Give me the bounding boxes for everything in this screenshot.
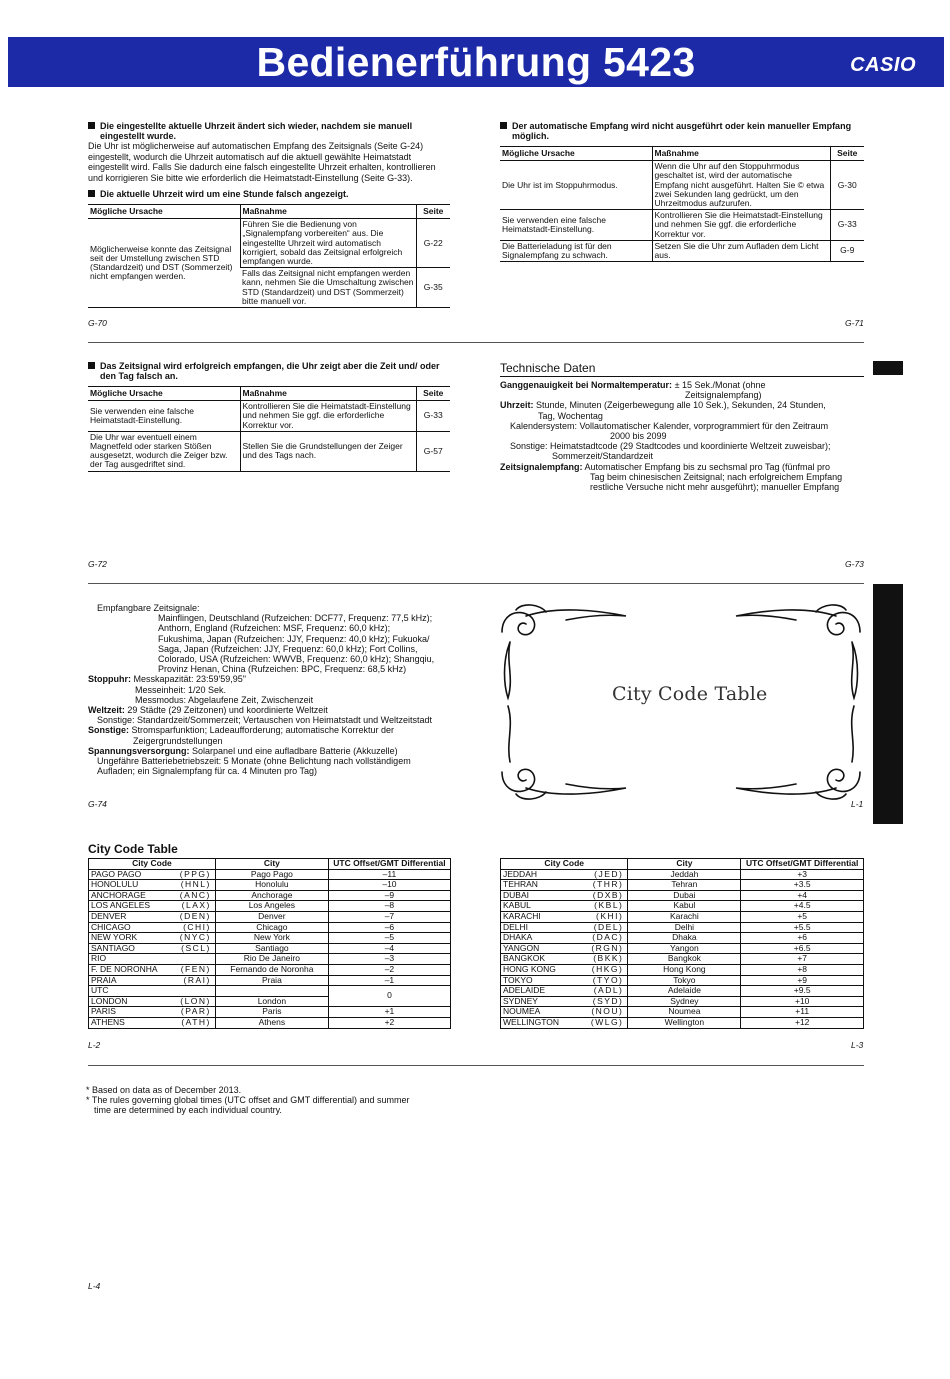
table-row	[501, 943, 864, 954]
city-code-abbr: (THR)	[578, 880, 628, 891]
utc-offset: +4.5	[741, 901, 864, 912]
city-code-abbr: (NOU)	[578, 1007, 628, 1018]
utc-offset: +11	[741, 1007, 864, 1018]
tech-data-title: Technische Daten	[500, 361, 864, 377]
city-code-abbr: (PPG)	[171, 869, 215, 880]
g72-table	[88, 386, 450, 472]
utc-offset: +8	[741, 964, 864, 975]
spec-text: Sonstige: Heimatstadtcode (29 Stadtcodes und koordinierte Weltzeit zuweisbar);	[510, 441, 831, 452]
table-row	[501, 996, 864, 1007]
th-city-code: City Code	[89, 859, 216, 870]
city-name: Anchorage	[215, 890, 328, 901]
spec-label: Weltzeit:	[88, 705, 125, 716]
table-row	[501, 890, 864, 901]
th-action: Maßnahme	[240, 205, 416, 219]
spec-label: Uhrzeit:	[500, 400, 534, 411]
table-row	[88, 401, 450, 432]
city-code-name: PARIS	[89, 1007, 172, 1018]
action: Setzen Sie die Uhr zum Aufladen dem Licht aus.	[652, 240, 830, 261]
g70-heading-1: Die eingestellte aktuelle Uhrzeit ändert sich wieder, nachdem sie manuell eingestellt wurde.	[88, 121, 450, 141]
table-row	[89, 943, 451, 954]
th-action: Maßnahme	[652, 147, 830, 161]
city-code-abbr: (CHI)	[171, 922, 215, 933]
utc-offset: –8	[328, 901, 450, 912]
th-cause: Mögliche Ursache	[88, 387, 240, 401]
page-g73	[500, 361, 864, 492]
table-row	[89, 922, 451, 933]
utc-offset: +9	[741, 975, 864, 986]
section-tab	[873, 584, 903, 824]
city-code-name: NOUMEA	[501, 1007, 578, 1018]
table-row	[501, 986, 864, 997]
city-name: Adelaide	[628, 986, 741, 997]
city-code-name: PRAIA	[89, 975, 172, 986]
city-code-name: JEDDAH	[501, 869, 578, 880]
city-code-name: NEW YORK	[89, 933, 172, 944]
th-page: Seite	[416, 205, 450, 219]
city-code-abbr	[171, 986, 215, 997]
th-cause: Mögliche Ursache	[500, 147, 652, 161]
city-code-abbr: (DEN)	[171, 911, 215, 922]
page-number: G-70	[88, 318, 107, 328]
spec-text: Messmodus: Abgelaufene Zeit, Zwischenzeit	[135, 694, 314, 705]
utc-offset: –5	[328, 933, 450, 944]
city-name: Hong Kong	[628, 964, 741, 975]
table-row	[500, 210, 864, 241]
page-l3	[500, 858, 864, 1029]
utc-offset: –3	[328, 954, 450, 965]
table-row	[89, 1017, 451, 1028]
city-code-title: City Code Table	[88, 842, 178, 856]
city-code-abbr: (SYD)	[578, 996, 628, 1007]
city-code-name: SANTIAGO	[89, 943, 172, 954]
spec-text: Sommerzeit/Standardzeit	[552, 451, 654, 462]
city-code-name: PAGO PAGO	[89, 869, 172, 880]
city-code-abbr: (WLG)	[578, 1017, 628, 1028]
city-code-name: F. DE NORONHA	[89, 964, 172, 975]
city-name: Honolulu	[215, 880, 328, 891]
page-ref: G-33	[416, 401, 450, 432]
city-name: Sydney	[628, 996, 741, 1007]
divider	[88, 1065, 864, 1066]
city-name: New York	[215, 933, 328, 944]
g71-heading: Der automatische Empfang wird nicht ausgeführt oder kein manueller Empfang möglich.	[500, 121, 864, 141]
utc-offset: –10	[328, 880, 450, 891]
city-name: Santiago	[215, 943, 328, 954]
cause: Die Batterieladung ist für den Signalempfang zu schwach.	[500, 240, 652, 261]
city-code-table-right	[500, 858, 864, 1029]
city-code-abbr: (HNL)	[171, 880, 215, 891]
city-name: Wellington	[628, 1017, 741, 1028]
spec-text: Stunde, Minuten (Zeigerbewegung alle 10 Sek.), Sekunden, 24 Stunden,	[536, 400, 826, 411]
utc-offset: +5.5	[741, 922, 864, 933]
table-row	[89, 1007, 451, 1018]
city-name: Los Angeles	[215, 901, 328, 912]
city-name: Chicago	[215, 922, 328, 933]
action: Stellen Sie die Grundstellungen der Zeiger und des Tags nach.	[240, 431, 416, 471]
table-row	[89, 964, 451, 975]
table-row	[89, 890, 451, 901]
city-name: Athens	[215, 1017, 328, 1028]
spec-text: Messkapazität: 23:59'59,95"	[133, 674, 246, 685]
spec-text: Provinz Henan, China (Rufzeichen: BPC, Frequenz: 68,5 kHz)	[158, 664, 407, 675]
page-number: L-3	[851, 1040, 864, 1050]
divider	[88, 342, 864, 343]
utc-offset: –9	[328, 890, 450, 901]
city-code-name: HONG KONG	[501, 964, 578, 975]
footnote: time are determined by each individual country.	[94, 1105, 282, 1116]
spec-text: Saga, Japan (Rufzeichen: JJY, Frequenz: 60,0 kHz); Fort Collins,	[158, 643, 418, 654]
city-name: Kabul	[628, 901, 741, 912]
utc-offset: +6.5	[741, 943, 864, 954]
page-l4	[86, 1085, 486, 1116]
city-code-name: BANGKOK	[501, 954, 578, 965]
page-number: G-72	[88, 559, 107, 569]
city-code-name: KARACHI	[501, 911, 578, 922]
spec-text: Sonstige: Standardzeit/Sommerzeit; Vertauschen von Heimatstadt und Weltzeitstadt	[97, 715, 433, 726]
table-row	[501, 1017, 864, 1028]
page-g71	[500, 121, 864, 262]
table-row	[501, 975, 864, 986]
city-name: Rio De Janeiro	[215, 954, 328, 965]
footnote: Based on data as of December 2013.	[92, 1085, 242, 1095]
city-name: Bangkok	[628, 954, 741, 965]
city-code-abbr: (KBL)	[578, 901, 628, 912]
city-code-name: DELHI	[501, 922, 578, 933]
utc-offset: +9.5	[741, 986, 864, 997]
spec-label: Stoppuhr:	[88, 674, 131, 685]
city-code-abbr: (DXB)	[578, 890, 628, 901]
spec-text: Mainflingen, Deutschland (Rufzeichen: DCF77, Frequenz: 77,5 kHz);	[158, 613, 433, 624]
city-code-name: ATHENS	[89, 1017, 172, 1028]
page-ref: G-33	[830, 210, 864, 241]
th-action: Maßnahme	[240, 387, 416, 401]
th-city: City	[215, 859, 328, 870]
city-name: Pago Pago	[215, 869, 328, 880]
city-code-abbr: (ANC)	[171, 890, 215, 901]
city-code-abbr: (TYO)	[578, 975, 628, 986]
page-g72	[88, 361, 450, 472]
g70-action-2: Falls das Zeitsignal nicht empfangen werden kann, nehmen Sie die Umschaltung zwischen STD (Standardzeit) und DST (Sommerzeit) bitte manuell vor.	[240, 268, 416, 308]
city-name: Tokyo	[628, 975, 741, 986]
utc-offset: +12	[741, 1017, 864, 1028]
table-row	[89, 869, 451, 880]
spec-text: Automatischer Empfang bis zu sechsmal pro Tag (fünfmal pro	[584, 461, 830, 472]
city-code-name: LOS ANGELES	[89, 901, 172, 912]
city-code-abbr: (RAI)	[171, 975, 215, 986]
page-ref: G-57	[416, 431, 450, 471]
table-row	[501, 922, 864, 933]
spec-text: Tag, Wochentag	[538, 410, 603, 421]
g70-heading-2: Die aktuelle Uhrzeit wird um eine Stunde falsch angezeigt.	[88, 189, 450, 199]
city-code-abbr: (DEL)	[578, 922, 628, 933]
g70-cause: Möglicherweise konnte das Zeitsignal seit der Umstellung zwischen STD (Standardzeit) und DST (Sommerzeit) nicht empfangen werden.	[88, 219, 240, 308]
city-code-name: YANGON	[501, 943, 578, 954]
table-row	[89, 954, 451, 965]
city-code-abbr: (HKG)	[578, 964, 628, 975]
city-code-name: LONDON	[89, 996, 172, 1007]
city-name: Tehran	[628, 880, 741, 891]
spec-label: Zeitsignalempfang:	[500, 461, 583, 472]
table-row	[501, 880, 864, 891]
th-cause: Mögliche Ursache	[88, 205, 240, 219]
table-row	[89, 933, 451, 944]
section-tab	[873, 361, 903, 375]
th-city-code: City Code	[501, 859, 628, 870]
page-number: L-4	[88, 1281, 101, 1291]
city-code-name: ANCHORAGE	[89, 890, 172, 901]
page-title: Bedienerführung 5423	[256, 39, 696, 85]
th-city: City	[628, 859, 741, 870]
table-row	[501, 933, 864, 944]
utc-offset: –1	[328, 975, 450, 986]
utc-offset: +7	[741, 954, 864, 965]
city-code-name: KABUL	[501, 901, 578, 912]
table-row	[89, 880, 451, 891]
spec-text: Empfangbare Zeitsignale:	[97, 603, 200, 613]
g71-table	[500, 146, 864, 262]
table-row	[89, 986, 451, 997]
footnote: The rules governing global times (UTC offset and GMT differential) and summer	[91, 1095, 410, 1106]
spec-text: ± 15 Sek./Monat (ohne	[674, 380, 766, 390]
city-name: Dhaka	[628, 933, 741, 944]
city-code-name: TEHRAN	[501, 880, 578, 891]
th-page: Seite	[830, 147, 864, 161]
table-row	[501, 901, 864, 912]
spec-text: Stromsparfunktion; Ladeaufforderung; automatische Korrektur der	[131, 725, 395, 736]
asterisk-icon: *	[86, 1095, 90, 1106]
divider	[88, 583, 864, 584]
g70-action-1: Führen Sie die Bedienung von „Signalempfang vorbereiten“ aus. Die eingestellte Uhrzeit wird automatisch korrigiert, sobald das Zeitsignal erfolgreich empfangen wurde.	[240, 219, 416, 268]
spec-text: Solarpanel und eine aufladbare Batterie (Akkuzelle)	[192, 745, 398, 756]
spec-text: Colorado, USA (Rufzeichen: WWVB, Frequenz: 60,0 kHz); Shangqiu,	[158, 654, 435, 665]
page-l2	[88, 842, 451, 1029]
spec-text: 29 Städte (29 Zeitzonen) und koordinierte Weltzeit	[127, 705, 328, 716]
city-name: Fernando de Noronha	[215, 964, 328, 975]
table-row	[89, 901, 451, 912]
g70-table	[88, 204, 450, 308]
city-code-abbr: (LON)	[171, 996, 215, 1007]
city-code-abbr: (BKK)	[578, 954, 628, 965]
page-g70	[88, 121, 450, 308]
city-code-name: WELLINGTON	[501, 1017, 578, 1028]
city-code-abbr: (RGN)	[578, 943, 628, 954]
city-name: Yangon	[628, 943, 741, 954]
spec-text: Messeinheit: 1/20 Sek.	[135, 684, 227, 695]
utc-offset: –7	[328, 911, 450, 922]
table-row	[88, 431, 450, 471]
page-number: L-2	[88, 1040, 101, 1050]
utc-offset: +5	[741, 911, 864, 922]
action: Kontrollieren Sie die Heimatstadt-Einstellung und nehmen Sie ggf. die erforderliche Korrektur vor.	[652, 210, 830, 241]
city-name: London	[215, 996, 328, 1007]
utc-offset: +10	[741, 996, 864, 1007]
utc-offset: +1	[328, 1007, 450, 1018]
spec-text: Zeitsignalempfang)	[685, 390, 762, 401]
city-name: Dubai	[628, 890, 741, 901]
city-code-name: DHAKA	[501, 933, 578, 944]
city-code-name: HONOLULU	[89, 880, 172, 891]
page-number: G-73	[845, 559, 864, 569]
city-code-abbr	[171, 954, 215, 965]
table-row	[501, 1007, 864, 1018]
table-row	[501, 954, 864, 965]
action: Wenn die Uhr auf den Stoppuhrmodus geschaltet ist, wird der automatische Empfang nicht ausgeführt. Halten Sie © etwa zwei Sekunden lang gedrückt, um den Uhrzeitmodus aufzurufen.	[652, 161, 830, 210]
utc-offset: +4	[741, 890, 864, 901]
spec-text: Fukushima, Japan (Rufzeichen: JJY, Frequenz: 40,0 kHz); Fukuoka/	[158, 633, 430, 644]
utc-offset: –11	[328, 869, 450, 880]
utc-offset: +2	[328, 1017, 450, 1028]
city-code-table-left	[88, 858, 451, 1029]
spec-text: Tag beim chinesischen Zeitsignal; nach erfolgreichem Empfang	[590, 471, 843, 482]
table-row	[501, 964, 864, 975]
brand-logo: CASIO	[850, 54, 916, 76]
city-code-abbr: (LAX)	[171, 901, 215, 912]
asterisk-icon: *	[86, 1085, 90, 1095]
spec-text: restliche Versuche nicht mehr ausgeführt); manueller Empfang	[590, 482, 840, 493]
action: Kontrollieren Sie die Heimatstadt-Einstellung und nehmen Sie ggf. die erforderliche Korrektur vor.	[240, 401, 416, 432]
table-row	[501, 911, 864, 922]
th-page: Seite	[416, 387, 450, 401]
spec-text: Kalendersystem: Vollautomatischer Kalender, vorprogrammiert für den Zeitraum	[510, 420, 829, 431]
th-utc: UTC Offset/GMT Differential	[741, 859, 864, 870]
g70-page-2: G-35	[416, 268, 450, 308]
spec-label: Ganggenauigkeit bei Normaltemperatur:	[500, 380, 673, 390]
table-row	[501, 869, 864, 880]
cause: Die Uhr war eventuell einem Magnetfeld oder starken Stößen ausgesetzt, wodurch die Zeiger bzw. der Tag ausgedriftet sind.	[88, 431, 240, 471]
city-code-abbr: (SCL)	[171, 943, 215, 954]
city-code-name: RIO	[89, 954, 172, 965]
city-code-abbr: (FEN)	[171, 964, 215, 975]
city-code-abbr: (PAR)	[171, 1007, 215, 1018]
city-code-abbr: (ATH)	[171, 1017, 215, 1028]
city-name: Noumea	[628, 1007, 741, 1018]
city-name: Denver	[215, 911, 328, 922]
header-banner	[8, 37, 944, 87]
city-code-abbr: (KHI)	[578, 911, 628, 922]
utc-offset: 0	[328, 986, 450, 1007]
city-code-name: ADELAIDE	[501, 986, 578, 997]
g70-page-1: G-22	[416, 219, 450, 268]
cause: Sie verwenden eine falsche Heimatstadt-Einstellung.	[500, 210, 652, 241]
page-ref: G-30	[830, 161, 864, 210]
city-name: Praia	[215, 975, 328, 986]
table-row	[500, 240, 864, 261]
page-number: L-1	[851, 799, 864, 809]
utc-offset: –2	[328, 964, 450, 975]
city-name: Jeddah	[628, 869, 741, 880]
city-name: Paris	[215, 1007, 328, 1018]
city-code-script-title: City Code Table	[612, 683, 768, 705]
table-row	[89, 911, 451, 922]
city-code-abbr: (JED)	[578, 869, 628, 880]
spec-text: Zeigergrundstellungen	[133, 735, 223, 746]
city-code-abbr: (NYC)	[171, 933, 215, 944]
city-name: Delhi	[628, 922, 741, 933]
utc-offset: +3	[741, 869, 864, 880]
th-utc: UTC Offset/GMT Differential	[328, 859, 450, 870]
table-row	[89, 975, 451, 986]
utc-offset: +6	[741, 933, 864, 944]
spec-label: Spannungsversorgung:	[88, 745, 190, 756]
spec-text: Anthorn, England (Rufzeichen: MSF, Frequenz: 60,0 kHz);	[158, 623, 391, 634]
g70-paragraph: Die Uhr ist möglicherweise auf automatischen Empfang des Zeitsignals (Seite G-24) eingestellt, wodurch die Uhrzeit automatisch auf die aktuell gewählte Heimatstadt eingestellt wird. Falls Sie dadurch eine falsch eingestellte Uhrzeit erhalten, kontrollieren und korrigieren Sie bitte wie erforderlich die Heimatstadt-Einstellung (Seite G-33).	[88, 141, 436, 183]
city-name	[215, 986, 328, 997]
page-g74	[88, 603, 454, 776]
city-code-name: TOKYO	[501, 975, 578, 986]
spec-text: Aufladen; ein Signalempfang für ca. 4 Minuten pro Tag)	[97, 766, 317, 777]
page-number: G-71	[845, 318, 864, 328]
cause: Die Uhr ist im Stoppuhrmodus.	[500, 161, 652, 210]
table-row	[500, 161, 864, 210]
spec-text: 2000 bis 2099	[610, 431, 667, 442]
city-code-abbr: (ADL)	[578, 986, 628, 997]
city-code-abbr: (DAC)	[578, 933, 628, 944]
spec-text: Ungefähre Batteriebetriebszeit: 5 Monate (ohne Belichtung nach vollständigem	[97, 756, 411, 767]
spec-label: Sonstige:	[88, 725, 130, 736]
city-code-name: UTC	[89, 986, 172, 997]
utc-offset: –4	[328, 943, 450, 954]
city-name: Karachi	[628, 911, 741, 922]
city-code-name: DUBAI	[501, 890, 578, 901]
g72-heading: Das Zeitsignal wird erfolgreich empfangen, die Uhr zeigt aber die Zeit und/ oder den Tag falsch an.	[88, 361, 450, 381]
page-ref: G-9	[830, 240, 864, 261]
city-code-name: SYDNEY	[501, 996, 578, 1007]
page-number: G-74	[88, 799, 107, 809]
utc-offset: –6	[328, 922, 450, 933]
city-code-name: CHICAGO	[89, 922, 172, 933]
city-code-name: DENVER	[89, 911, 172, 922]
utc-offset: +3.5	[741, 880, 864, 891]
cause: Sie verwenden eine falsche Heimatstadt-Einstellung.	[88, 401, 240, 432]
